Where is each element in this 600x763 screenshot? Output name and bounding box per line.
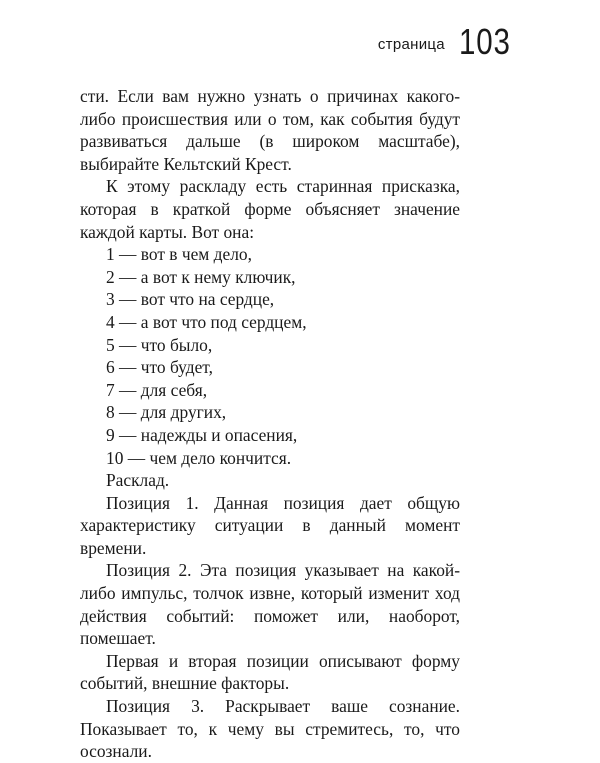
- paragraph: сти. Если вам нужно узнать о причинах какого-либо происшествия или о том, как события будут развиваться дальше (в широком масштабе), выбирайте Кельтский Крест.: [80, 86, 460, 174]
- header-label: страница: [377, 36, 445, 53]
- list-item: 2 — а вот к нему ключик,: [106, 266, 296, 287]
- list-item: 1 — вот в чем дело,: [106, 244, 252, 265]
- saying-list: [80, 243, 460, 469]
- running-header: [377, 21, 522, 62]
- list-item: 7 — для себя,: [106, 379, 208, 400]
- paragraph: К этому раскладу есть старинная присказка, которая в краткой форме объясняет значение каждой карты. Вот она:: [80, 176, 460, 242]
- list-item: 5 — что было,: [106, 334, 213, 355]
- list-item: 10 — чем дело кончится.: [106, 447, 292, 468]
- list-item: 9 — надежды и опасения,: [106, 424, 298, 445]
- list-item: 4 — а вот что под сердцем,: [106, 311, 307, 332]
- position-paragraph: Позиция 3. Раскрывает ваше сознание. Показывает то, к чему вы стремитесь, то, что осознали.: [80, 696, 460, 762]
- list-item: 3 — вот что на сердце,: [106, 289, 275, 310]
- page-number: 103: [458, 21, 511, 62]
- position-paragraph: Позиция 1. Данная позиция дает общую характеристику ситуации в данный момент времени.: [80, 492, 460, 558]
- position-paragraph: Позиция 2. Эта позиция указывает на какой-либо импульс, толчок извне, который изменит ход действия событий: поможет или, наоборот, помешает.: [80, 560, 460, 649]
- list-item: 8 — для других,: [106, 402, 227, 423]
- list-item: 6 — что будет,: [106, 357, 213, 378]
- layout-heading: Расклад.: [106, 470, 170, 491]
- paragraph: Первая и вторая позиции описывают форму событий, внешние факторы.: [80, 650, 460, 694]
- body-text: [80, 85, 460, 763]
